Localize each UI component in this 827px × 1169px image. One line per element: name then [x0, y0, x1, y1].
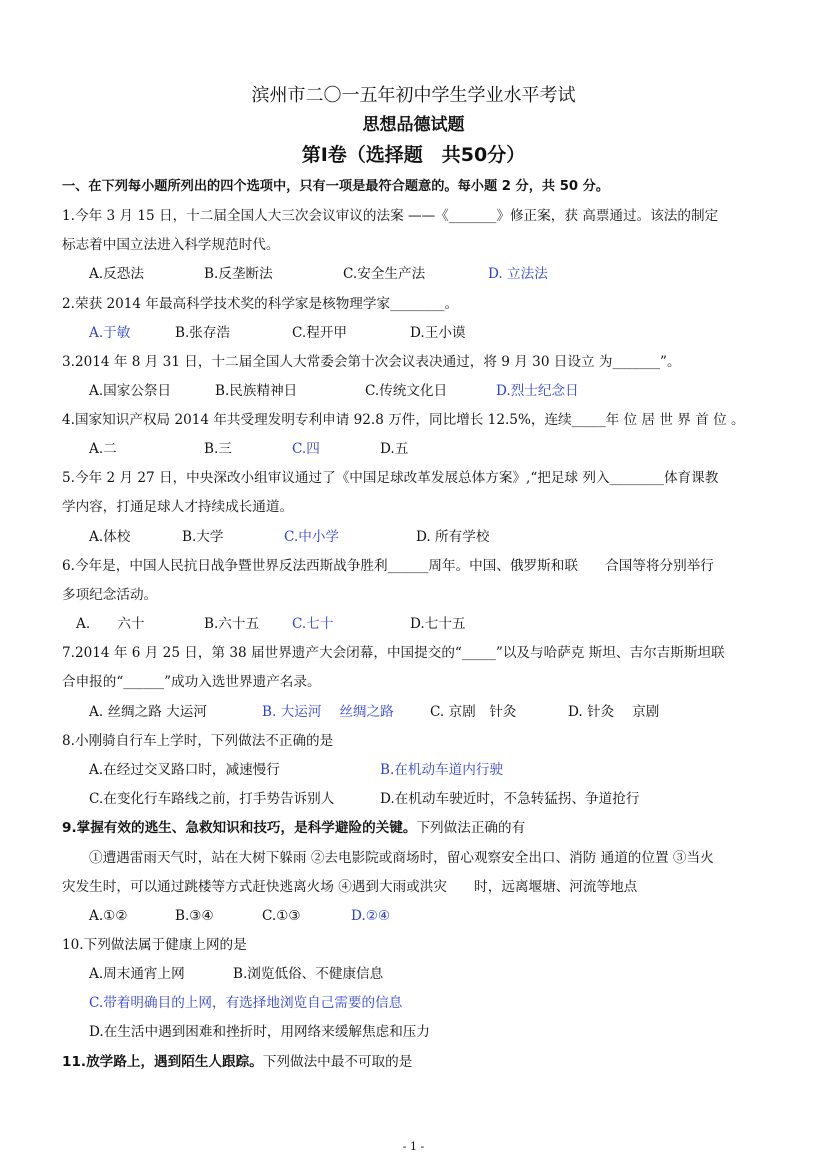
question-7-option-c: C. 京剧 针灸 — [430, 704, 517, 720]
question-9-line-1: ①遭遇雷雨天气时，站在大树下躲雨 ②去电影院或商场时，留心观察安全出口、消防 通道的位置 ③当火 — [89, 850, 714, 866]
question-1-option-a: A.反恐法 — [89, 266, 144, 282]
question-7-line-1: 7.2014 年 6 月 25 日，第 38 届世界遗产大会闭幕，中国提交的“_____”以及与哈萨克 斯坦、吉尔吉斯斯坦联 — [62, 645, 725, 661]
question-4-option-c: C.四 — [292, 441, 320, 457]
question-2-option-d: D.王小谟 — [410, 325, 466, 341]
question-5-option-a: A.体校 — [89, 529, 131, 545]
question-1-line-1: 1.今年 3 月 15 日，十二届全国人大三次会议审议的法案 ——《_______》修正案，获 高票通过。该法的制定 — [62, 208, 719, 224]
question-5-line-2: 学内容，打通足球人才持续成长通道。 — [62, 499, 294, 515]
question-8-option-d: D.在机动车驶近时，不急转猛拐、争道抢行 — [380, 791, 640, 807]
question-9-bold-lead: 9.掌握有效的逃生、急救知识和技巧，是科学避险的关键。 — [62, 820, 417, 836]
question-5-option-c: C.中小学 — [284, 529, 340, 545]
question-4-option-a: A.二 — [89, 441, 117, 457]
question-9-lead-rest: 下列做法正确的有 — [416, 820, 526, 836]
question-6-option-a: A. 六十 — [76, 616, 145, 632]
question-1-line-2: 标志着中国立法进入科学规范时代。 — [62, 237, 280, 253]
question-4-line-1: 4.国家知识产权局 2014 年共受理发明专利申请 92.8 万件，同比增长 12.5%，连续_____年 位 居 世 界 首 位 。 — [62, 412, 745, 428]
question-2-option-c: C.程开甲 — [292, 325, 348, 341]
question-8-line-1: 8.小刚骑自行车上学时，下列做法不正确的是 — [62, 733, 334, 749]
question-9-option-d: D.②④ — [351, 908, 391, 924]
question-6-option-c: C.七十 — [292, 616, 334, 632]
question-1-option-c: C.安全生产法 — [343, 266, 426, 282]
question-7-option-a: A. 丝绸之路 大运河 — [89, 704, 207, 720]
question-3-option-b: B.民族精神日 — [215, 383, 298, 399]
question-3-line-1: 3.2014 年 8 月 31 日，十二届全国人大常委会第十次会议表决通过，将 9 月 30 日设立 为_______”。 — [62, 354, 681, 370]
question-5-option-d: D. 所有学校 — [416, 529, 490, 545]
exam-part-title: 第Ⅰ卷（选择题 共50分） — [301, 144, 526, 166]
question-6-option-d: D.七十五 — [410, 616, 466, 632]
question-10-line-1: 10.下列做法属于健康上网的是 — [62, 937, 247, 953]
question-1-option-d: D. 立法法 — [488, 266, 548, 282]
question-8-option-a: A.在经过交叉路口时，减速慢行 — [89, 762, 280, 778]
question-2-option-a: A.于敏 — [89, 325, 131, 341]
question-4-option-d: D.五 — [380, 441, 409, 457]
question-4-option-b: B.三 — [204, 441, 232, 457]
exam-title: 滨州市二〇一五年初中学生学业水平考试 — [251, 85, 576, 106]
question-2-option-b: B.张存浩 — [175, 325, 231, 341]
question-11-lead-rest: 下列做法中最不可取的是 — [262, 1054, 413, 1070]
question-8-option-c: C.在变化行车路线之前，打手势告诉别人 — [89, 791, 335, 807]
question-7-option-d: D. 针灸 京剧 — [568, 704, 660, 720]
question-10-option-c: C.带着明确目的上网，有选择地浏览自己需要的信息 — [89, 995, 403, 1011]
question-3-option-a: A.国家公祭日 — [89, 383, 172, 399]
exam-subject: 思想品德试题 — [362, 115, 465, 135]
section-instruction: 一、在下列每小题所列出的四个选项中，只有一项是最符合题意的。每小题 2 分，共 50 分。 — [62, 179, 610, 194]
question-6-option-b: B.六十五 — [204, 616, 260, 632]
question-8-option-b: B.在机动车道内行驶 — [380, 762, 504, 778]
question-7-line-2: 合申报的“______”成功入选世界遗产名录。 — [62, 674, 321, 690]
question-3-option-c: C.传统文化日 — [365, 383, 448, 399]
question-5-line-1: 5.今年 2 月 27 日，中央深改小组审议通过了《中国足球改革发展总体方案》,“把足球 列入________体育课教 — [62, 470, 719, 486]
question-6-line-1: 6.今年是，中国人民抗日战争暨世界反法西斯战争胜利______周年。中国、俄罗斯和联 合国等将分别举行 — [62, 558, 714, 574]
question-9-line-2: 灾发生时，可以通过跳楼等方式赶快逃离火场 ④遇到大雨或洪灾 时，远离堰塘、河流等地点 — [62, 879, 638, 895]
question-9-option-a: A.①② — [89, 908, 128, 924]
question-11-stem — [62, 1052, 412, 1072]
question-2-line-1: 2.荣获 2014 年最高科学技术奖的科学家是核物理学家________。 — [62, 296, 459, 312]
question-10-option-b: B.浏览低俗、不健康信息 — [233, 966, 384, 982]
question-10-option-a: A.周末通宵上网 — [89, 966, 185, 982]
question-6-line-2: 多项纪念活动。 — [62, 587, 158, 603]
page-number: - 1 - — [402, 1140, 425, 1153]
question-5-option-b: B.大学 — [182, 529, 224, 545]
question-3-option-d: D.烈士纪念日 — [496, 383, 579, 399]
question-10-option-d: D.在生活中遇到困难和挫折时，用网络来缓解焦虑和压力 — [89, 1024, 430, 1040]
question-9-option-c: C.①③ — [262, 908, 301, 924]
question-1-option-b: B.反垄断法 — [204, 266, 273, 282]
question-7-option-b: B. 大运河 丝绸之路 — [262, 704, 394, 720]
question-9-stem — [62, 818, 525, 838]
question-9-option-b: B.③④ — [175, 908, 214, 924]
question-11-bold-lead: 11.放学路上，遇到陌生人跟踪。 — [62, 1054, 263, 1070]
